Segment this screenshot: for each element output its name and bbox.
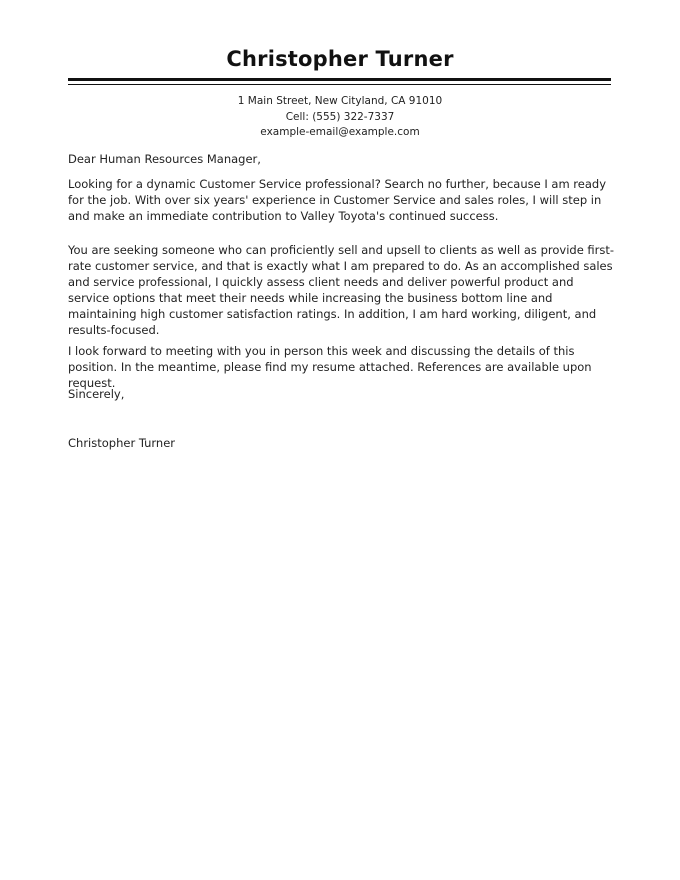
- paragraph-intro: Looking for a dynamic Customer Service professional? Search no further, because I am ready for the job. With over six years' experience in Customer Service and sales roles, I will step in and make an immediate contribution to Valley Toyota's continued success.: [68, 177, 607, 223]
- salutation: Dear Human Resources Manager,: [68, 152, 261, 166]
- sender-address: 1 Main Street, New Cityland, CA 91010: [237, 95, 443, 107]
- paragraph-qualifications: You are seeking someone who can proficiently sell and upsell to clients as well as provide first-rate customer service, and that is exactly what I am prepared to do. As an accomplished sales and service professional, I quickly assess client needs and deliver powerful product and service options that meet their needs while increasing the business bottom line and maintaining high customer satisfaction ratings. In addition, I am hard working, diligent, and results-focused.: [68, 243, 615, 337]
- paragraph-closing-remarks: I look forward to meeting with you in person this week and discussing the details of this position. In the meantime, please find my resume attached. References are available upon request.: [68, 344, 592, 390]
- sender-name: Christopher Turner: [226, 47, 454, 71]
- sender-email: example-email@example.com: [260, 126, 420, 138]
- signature-name: Christopher Turner: [68, 436, 176, 450]
- header-rule-thin: [68, 84, 611, 85]
- header-rule-thick: [68, 78, 611, 81]
- sender-phone: Cell: (555) 322-7337: [285, 111, 395, 123]
- closing-phrase: Sincerely,: [68, 387, 125, 401]
